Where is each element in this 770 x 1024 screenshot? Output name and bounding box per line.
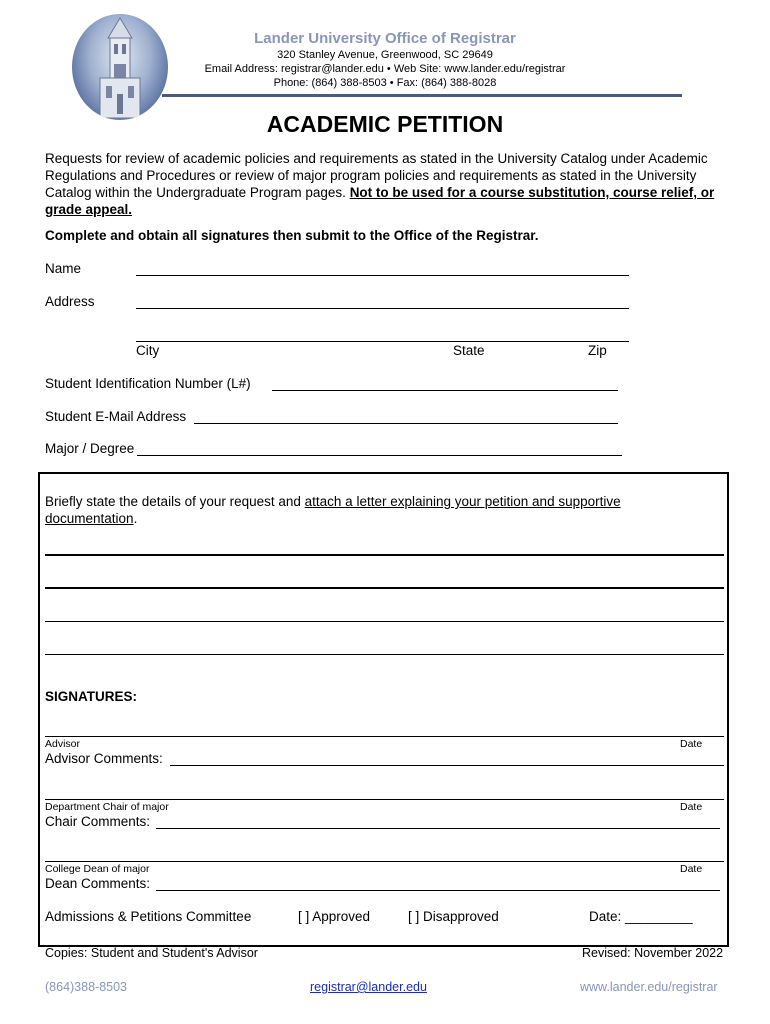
name-label: Name [45,261,82,276]
dean-comments-field[interactable] [156,890,720,891]
dean-date-label: Date [680,863,703,875]
student-id-label: Student Identification Number (L#) [45,376,251,391]
footer-email-link[interactable]: registrar@lander.edu [310,980,427,994]
advisor-comments-field[interactable] [170,765,724,766]
chair-signature-line[interactable] [45,799,724,800]
major-field[interactable] [137,455,622,456]
state-label: State [453,343,485,358]
intro-emphasis: Not to be used for a course substitution, course relief, or grade appeal. [45,185,715,217]
office-title: Lander University Office of Registrar [254,30,516,47]
committee-label: Admissions & Petitions Committee [45,909,252,924]
revised-note: Revised: November 2022 [582,946,724,960]
email-label: Student E-Mail Address [45,409,187,424]
zip-label: Zip [588,343,607,358]
committee-date-field[interactable]: Date: _________ [589,909,693,924]
address-label: Address [45,294,95,309]
office-phone: Phone: (864) 388-8503 • Fax: (864) 388-8028 [273,77,497,89]
copies-note: Copies: Student and Student's Advisor [45,946,258,960]
details-prompt-link: attach a letter explaining your petition and supportive [304,494,621,509]
intro-paragraph [45,150,725,218]
details-line-4[interactable] [45,654,724,655]
details-line-3[interactable] [45,621,724,622]
advisor-date-label: Date [680,738,703,750]
page-title: ACADEMIC PETITION [266,111,504,137]
details-prompt-start: Briefly state the details of your request and [45,494,305,509]
chair-date-label: Date [680,801,703,813]
email-field[interactable] [194,423,618,424]
footer-web-link[interactable]: www.lander.edu/registrar [580,980,718,994]
chair-comments-field[interactable] [156,828,720,829]
major-label: Major / Degree [45,441,135,456]
submission-instruction: Complete and obtain all signatures then submit to the Office of the Registrar. [45,228,539,243]
city-label: City [136,343,160,358]
details-line-1[interactable] [45,554,724,556]
office-contact: Email Address: registrar@lander.edu • Web Site: www.lander.edu/registrar [204,63,566,75]
advisor-label: Advisor [45,738,81,750]
footer-phone: (864)388-8503 [45,980,128,994]
signatures-heading: SIGNATURES: [45,689,138,704]
intro-text: Requests for review of academic policies and requirements as stated in the University Catalog under Academic Regulations and Procedures or review of major program policies and requirements as stated in the University Catalog within the Undergraduate Program pages. [45,151,708,200]
dean-signature-line[interactable] [45,861,724,862]
approved-checkbox[interactable]: [ ] Approved [298,909,371,924]
student-id-field[interactable] [272,390,618,391]
office-address: 320 Stanley Avenue, Greenwood, SC 29649 [277,49,493,61]
address-field[interactable] [136,308,629,309]
header-divider [162,94,682,97]
disapproved-checkbox[interactable]: [ ] Disapproved [408,909,499,924]
dean-label: College Dean of major [45,863,150,875]
details-prompt [45,493,725,527]
city-state-zip-field[interactable] [136,341,629,342]
advisor-signature-line[interactable] [45,736,724,737]
chair-comments-label: Chair Comments: [45,814,151,829]
chair-label: Department Chair of major [45,801,169,813]
advisor-comments-label: Advisor Comments: [45,751,163,766]
name-field[interactable] [136,275,629,276]
dean-comments-label: Dean Comments: [45,876,151,891]
details-prompt-period: . [133,511,138,526]
details-line-2[interactable] [45,587,724,589]
details-prompt-end: documentation [45,511,134,526]
